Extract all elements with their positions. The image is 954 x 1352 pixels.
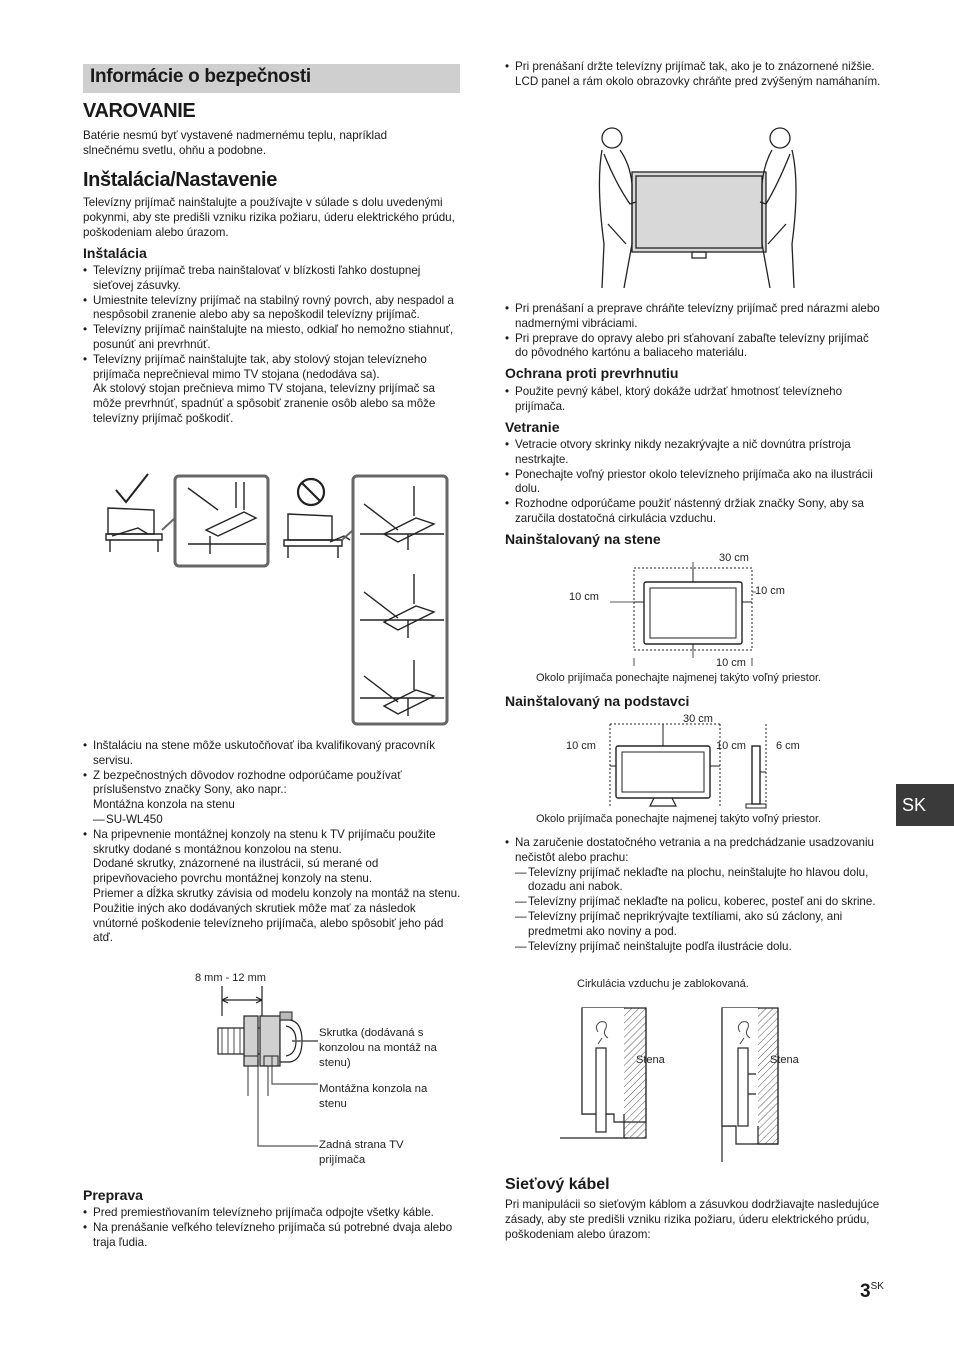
wall-caption: Okolo prijímača ponechajte najmenej takýto voľný priestor. — [536, 672, 822, 684]
airflow-blocked-illustration — [558, 1004, 780, 1164]
stand-left-clearance: 10 cm — [566, 740, 596, 752]
list-item: • Pred premiestňovaním televízneho prijímača odpojte všetky káble. — [83, 1206, 461, 1221]
list-item: • Na prenášanie veľkého televízneho prijímača sú potrebné dvaja alebo traja ľudia. — [83, 1221, 461, 1251]
wall-label-2: Stena — [770, 1054, 799, 1066]
list-item: • Pri prenášaní a preprave chráňte televízny prijímač pred nárazmi alebo nadmernými vibráciami. — [505, 302, 883, 332]
list-item: • Z bezpečnostných dôvodov rozhodne odporúčame používať príslušenstvo značky Sony, ako napr.: Montážna konzola na stenu — SU-WL450 — [83, 769, 461, 828]
list-item: • Na zaručenie dostatočného vetrania a na predchádzanie usadzovaniu nečistôt alebo prachu: — Televízny prijímač neklaďte na plochu, neinštalujte ho hlavou dolu, dozadu ani nabok. — Televízny prijímač neklaďte na policu, koberec, posteľ ani do skrine. — Televízny prijímač neprikrývajte textíliami, ako sú záclony, ani predmetmi ako noviny a pod. — Televízny prijímač neinštalujte podľa ilustrácie dolu. — [505, 836, 883, 954]
list-item: • Umiestnite televízny prijímač na stabilný rovný povrch, aby nespadol a nespôsobil zranenie alebo aby sa nepoškodil televízny prijímač. — [83, 294, 461, 324]
list-item: • Na pripevnenie montážnej konzoly na stenu k TV prijímaču použite skrutky dodané s montážnou konzolou na stenu. Dodané skrutky, znázornené na ilustrácii, sú merané od pripevňovacieho povrchu montážnej konzoly na stenu. Priemer a dĺžka skrutky závisia od modelu konzoly na montáž na stenu. Použitie iných ako dodávaných skrutiek môže mať za následok vnútorné poškodenie televízneho prijímača, alebo spôsobiť jeho pád atď. — [83, 828, 461, 946]
instalacia-intro: Televízny prijímač nainštalujte a používajte v súlade s dolu uvedenými pokynmi, aby ste predišli vzniku rizika požiaru, úderu elektrického prúdu, poškodeniam alebo úrazom. — [83, 196, 455, 239]
varovanie-text: Batérie nesmú byť vystavené nadmernému teplu, napríklad slnečnému svetlu, ohňu a podobne. — [83, 129, 388, 157]
instalacia-subheading: Inštalácia — [83, 245, 147, 261]
list-item: • Televízny prijímač nainštalujte na miesto, odkiaľ ho nemožno stiahnuť, posunúť ani prevrhnúť. — [83, 323, 461, 353]
stand-install-heading: Nainštalovaný na podstavci — [505, 693, 690, 709]
bracket-label: Montážna konzola na stenu — [93, 798, 235, 812]
vetranie-list — [505, 438, 883, 527]
stand-right-clearance: 10 cm — [716, 740, 746, 752]
carrying-tv-illustration — [596, 124, 802, 290]
list-item: • Vetracie otvory skrinky nikdy nezakrývajte a nič dovnútra prístroja nestrkajte. — [505, 438, 883, 468]
screw-dimension-label: 8 mm - 12 mm — [195, 972, 266, 984]
screw-illustration — [210, 986, 322, 1156]
screw-label: Skrutka (dodávaná s konzolou na montáž na stenu) — [319, 1027, 437, 1069]
list-item: • Pri prenášaní držte televízny prijímač tak, ako je to znázornené nižšie. LCD panel a rám okolo obrazovky chráňte pred zvýšeným namáhaním. — [505, 60, 883, 90]
wall-bottom-clearance: 10 cm — [716, 657, 746, 669]
wall-top-clearance: 30 cm — [719, 552, 749, 564]
section-header — [83, 64, 460, 93]
vetranie-heading: Vetranie — [505, 419, 560, 435]
list-item: — Televízny prijímač neklaďte na policu, koberec, posteľ ani do skrine. — [515, 895, 883, 910]
list-item: — Televízny prijímač neklaďte na plochu, neinštalujte ho hlavou dolu, dozadu ani nabok. — [515, 866, 883, 896]
page-number-value: 3 — [860, 1281, 871, 1302]
ventilation-list — [505, 836, 883, 954]
preprava-list — [83, 1206, 461, 1250]
transport-list — [505, 302, 883, 361]
list-item: — Televízny prijímač neprikrývajte textíliami, ako sú záclony, ani predmetmi ako noviny a pod. — [515, 910, 883, 940]
list-item: — Televízny prijímač neinštalujte podľa ilustrácie dolu. — [515, 940, 883, 955]
list-item: • Ponechajte voľný priestor okolo televízneho prijímača ako na ilustrácii dolu. — [505, 468, 883, 498]
airflow-title: Cirkulácia vzduchu je zablokovaná. — [577, 978, 749, 990]
language-tab-label: SK — [902, 794, 927, 815]
list-item: • Pri preprave do opravy alebo pri sťahovaní zabaľte televízny prijímač do pôvodného kartónu a baliaceho materiálu. — [505, 332, 883, 362]
wall-label-1: Stena — [636, 1054, 665, 1066]
list-item: • Televízny prijímač treba nainštalovať v blízkosti ľahko dostupnej sieťovej zásuvky. — [83, 264, 461, 294]
wall-mount-list — [83, 739, 461, 946]
ochrana-list — [505, 385, 883, 415]
wall-clearance-illustration — [604, 562, 764, 670]
bracket-fig-label: Montážna konzola na stenu — [319, 1083, 428, 1110]
tv-back-label: Zadná strana TV prijímača — [319, 1139, 404, 1166]
wall-right-clearance: 10 cm — [755, 585, 785, 597]
ochrana-heading: Ochrana proti prevrhnutiu — [505, 365, 679, 381]
stand-caption: Okolo prijímača ponechajte najmenej takýto voľný priestor. — [536, 813, 822, 825]
instalacia-heading: Inštalácia/Nastavenie — [83, 169, 277, 191]
list-item: • Použite pevný kábel, ktorý dokáže udržať hmotnosť televízneho prijímača. — [505, 385, 883, 415]
preprava-heading: Preprava — [83, 1187, 143, 1203]
carry-list — [505, 60, 883, 90]
stand-top-clearance: 30 cm — [683, 713, 713, 725]
list-item: • Televízny prijímač nainštalujte tak, aby stolový stojan televízneho prijímača neprečnieval mimo TV stojana (nedodáva sa). Ak stolový stojan prečnieva mimo TV stojana, televízny prijímač sa môže prevrhnúť, spadnúť a spôsobiť zranenie osôb alebo sa môže televízny prijímač poškodiť. — [83, 353, 461, 427]
stand-clearance-illustration — [600, 722, 778, 810]
wall-install-heading: Nainštalovaný na stene — [505, 531, 661, 547]
kabel-heading: Sieťový kábel — [505, 1176, 610, 1193]
stand-placement-illustration — [98, 470, 454, 728]
list-item: • Inštaláciu na stene môže uskutočňovať iba kvalifikovaný pracovník servisu. — [83, 739, 461, 769]
bracket-model: — SU-WL450 — [93, 813, 461, 828]
check-icon — [116, 474, 148, 502]
section-title: Informácie o bezpečnosti — [90, 66, 311, 87]
wall-left-clearance: 10 cm — [569, 591, 599, 603]
instalacia-list — [83, 264, 461, 427]
page-number-suffix: SK — [870, 1281, 884, 1292]
kabel-text: Pri manipulácii so sieťovým káblom a zásuvkou dodržiavajte nasledujúce zásady, aby ste predišli vzniku rizika požiaru, úderu elektrického prúdu, poškodeniam alebo úrazom: — [505, 1198, 880, 1241]
varovanie-heading: VAROVANIE — [83, 100, 196, 122]
language-tab — [896, 784, 954, 826]
page-number — [860, 1281, 884, 1303]
stand-side-clearance: 6 cm — [776, 740, 800, 752]
list-item: • Rozhodne odporúčame použiť nástenný držiak značky Sony, aby sa zaručila dostatočná cirkulácia vzduchu. — [505, 497, 883, 527]
